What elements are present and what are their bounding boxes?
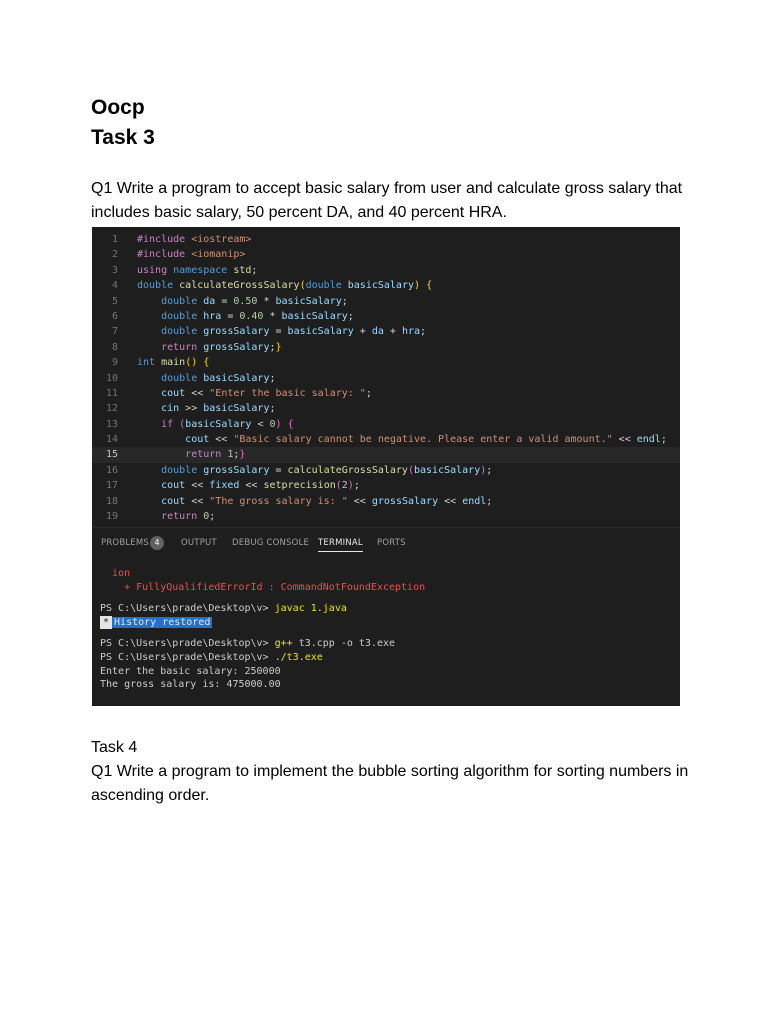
line-number: 17: [105, 480, 118, 492]
task3-question: Q1 Write a program to accept basic salary from user and calculate gross salary that includes basic salary, 50 percent DA, and 40 percent HRA.: [91, 180, 683, 221]
line-number: 15: [105, 449, 118, 461]
line-number: 9: [111, 357, 118, 369]
code-text: double hra = 0.40 * basicSalary;: [161, 310, 354, 322]
line-number: 11: [105, 387, 118, 399]
vscode-screenshot: [92, 227, 680, 706]
line-number: 6: [111, 310, 118, 322]
code-text: double grossSalary = calculateGrossSalary(basicSalary);: [161, 464, 493, 476]
code-line: [92, 417, 680, 432]
code-text: return grossSalary;}: [161, 341, 282, 353]
terminal-output-line: Enter the basic salary: 250000: [100, 665, 281, 677]
code-text: return 0;: [161, 511, 216, 523]
terminal-output[interactable]: [100, 567, 675, 692]
task4-question-line: ascending order.: [91, 787, 210, 804]
code-line: [92, 309, 680, 324]
code-line: [92, 401, 680, 416]
terminal-error-line: + FullyQualifiedErrorId : CommandNotFoundException: [100, 581, 426, 593]
doc-title: Oocp: [91, 96, 145, 119]
tab-ports[interactable]: PORTS: [377, 538, 406, 548]
terminal-line: [100, 616, 675, 630]
code-text: int main() {: [137, 357, 210, 369]
line-number: 10: [105, 372, 118, 384]
line-number: 2: [111, 249, 118, 261]
code-line: [92, 494, 680, 509]
code-text: cout << "Basic salary cannot be negative. Please enter a valid amount." << endl;: [185, 434, 667, 446]
code-line-active: [92, 447, 680, 462]
code-line: [92, 324, 680, 339]
code-line: [92, 478, 680, 493]
history-restored-banner: History restored: [114, 616, 211, 628]
code-text: cout << "The gross salary is: " << grossSalary << endl;: [161, 495, 493, 507]
code-text: return 1;}: [185, 449, 246, 461]
terminal-prompt: PS C:\Users\prade\Desktop\v>: [100, 638, 275, 650]
code-text: double grossSalary = basicSalary + da + hra;: [161, 326, 427, 338]
line-number: 8: [111, 341, 118, 353]
terminal-prompt: PS C:\Users\prade\Desktop\v>: [100, 603, 275, 615]
line-number: 12: [105, 403, 118, 415]
terminal-line: [100, 602, 675, 616]
line-number: 18: [105, 495, 118, 507]
task4-question-line: Q1 Write a program to implement the bubble sorting algorithm for sorting numbers in: [91, 763, 689, 780]
code-line: [92, 386, 680, 401]
tab-debug-console[interactable]: DEBUG CONSOLE: [232, 538, 310, 548]
terminal-command: javac 1.java: [274, 603, 347, 615]
terminal-command: g++: [274, 638, 293, 650]
code-text: using namespace std;: [137, 264, 258, 276]
code-line: [92, 463, 680, 478]
code-text: double da = 0.50 * basicSalary;: [161, 295, 348, 307]
line-number: 16: [105, 464, 118, 476]
line-number: 5: [111, 295, 118, 307]
code-text: double calculateGrossSalary(double basicSalary) {: [137, 280, 433, 292]
code-line: [92, 432, 680, 447]
terminal-prompt: PS C:\Users\prade\Desktop\v>: [100, 651, 275, 663]
terminal-command-args: t3.cpp -o t3.exe: [292, 638, 396, 650]
code-text: cout << fixed << setprecision(2);: [161, 480, 360, 492]
document-heading: [91, 93, 155, 153]
code-line: [92, 294, 680, 309]
code-text: #include <iostream>: [137, 234, 252, 245]
terminal-line: [100, 651, 675, 665]
tab-terminal[interactable]: TERMINAL: [318, 538, 363, 552]
code-line: [92, 263, 680, 278]
code-text: #include <iomanip>: [137, 249, 246, 261]
terminal-output-line: The gross salary is: 475000.00: [100, 679, 281, 691]
terminal-error-line: ion: [100, 568, 131, 579]
line-number: 1: [111, 234, 118, 245]
code-line: [92, 355, 680, 370]
code-text: cout << "Enter the basic salary: ";: [161, 387, 372, 399]
code-line: [92, 278, 680, 293]
line-number: 7: [111, 326, 118, 338]
terminal-command: ./t3.exe: [274, 651, 323, 663]
code-editor: [92, 232, 680, 524]
line-number: 13: [105, 418, 118, 430]
code-text: double basicSalary;: [161, 372, 276, 384]
task4-heading: Task 4: [91, 739, 138, 756]
terminal-line: [100, 637, 675, 651]
tab-output[interactable]: OUTPUT: [181, 538, 217, 548]
line-number: 3: [111, 264, 118, 276]
code-line: [92, 509, 680, 524]
code-line: [92, 371, 680, 386]
line-number: 4: [111, 280, 118, 292]
history-marker: *: [100, 616, 112, 630]
tab-problems[interactable]: PROBLEMS: [101, 538, 149, 548]
doc-subtitle: Task 3: [91, 126, 155, 149]
code-line: [92, 340, 680, 355]
code-text: if (basicSalary < 0) {: [161, 418, 294, 430]
panel-tab-bar: [92, 527, 680, 556]
line-number: 19: [105, 511, 118, 523]
task4-section: [91, 736, 691, 808]
code-line: [92, 247, 680, 262]
code-line: [92, 232, 680, 247]
code-text: cin >> basicSalary;: [161, 403, 276, 415]
problems-count-badge: 4: [150, 536, 164, 550]
line-number: 14: [105, 434, 118, 446]
